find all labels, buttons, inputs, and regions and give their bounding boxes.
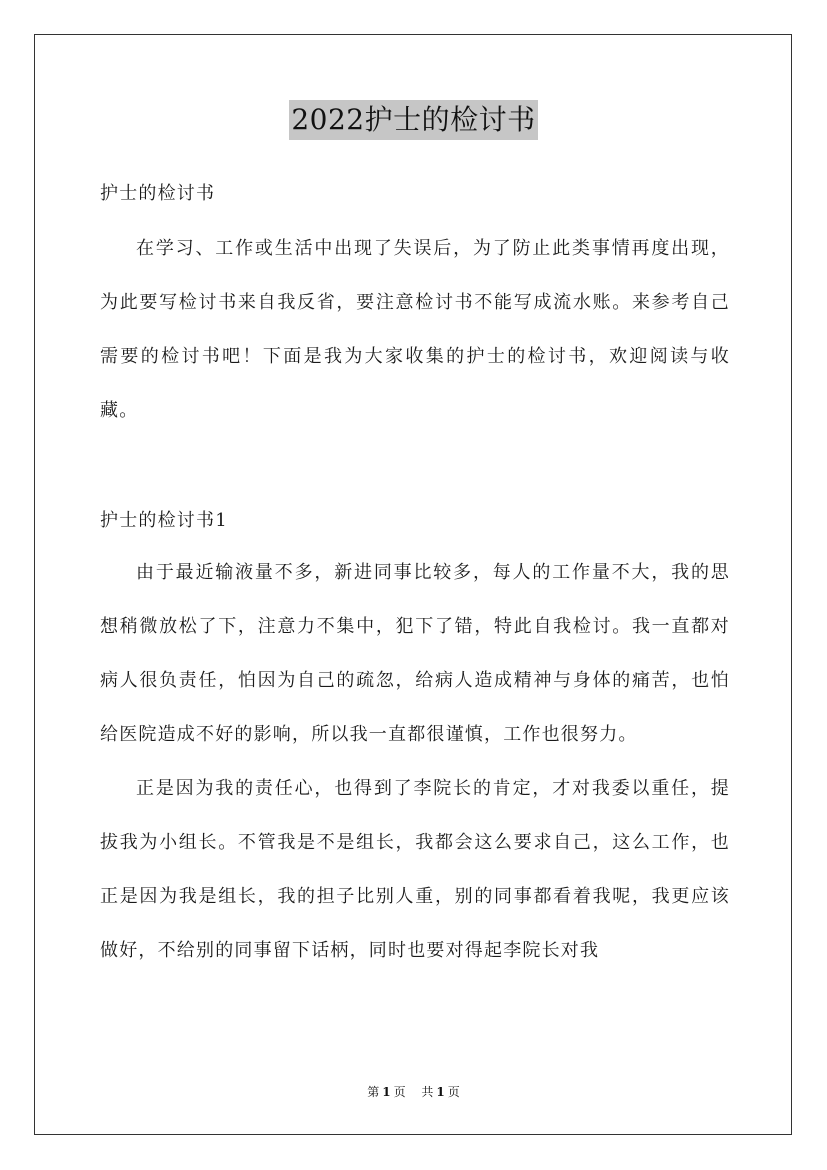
document-title: 2022护士的检讨书 (289, 100, 537, 140)
intro-heading: 护士的检讨书 (100, 183, 216, 204)
title-container (0, 100, 827, 140)
page-suffix: 页 (393, 1085, 406, 1099)
total-suffix: 页 (447, 1085, 460, 1099)
page-footer (0, 1083, 827, 1100)
total-number: 1 (436, 1085, 445, 1099)
page-prefix: 第 (367, 1085, 380, 1099)
total-prefix: 共 (421, 1085, 434, 1099)
page-number: 1 (382, 1085, 391, 1099)
intro-section (100, 222, 730, 438)
intro-paragraph: 在学习、工作或生活中出现了失误后，为了防止此类事情再度出现，为此要写检讨书来自我反省，要注意检讨书不能写成流水账。来参考自己需要的检讨书吧！下面是我为大家收集的护士的检讨书，欢迎阅读与收藏。 (100, 238, 730, 421)
section1-heading: 护士的检讨书1 (100, 510, 228, 531)
total-indicator (418, 1085, 462, 1099)
page-indicator (364, 1085, 408, 1099)
section1-body (100, 546, 730, 978)
section1-paragraph-1: 由于最近输液量不多，新进同事比较多，每人的工作量不大，我的思想稍微放松了下，注意力不集中，犯下了错，特此自我检讨。我一直都对病人很负责任，怕因为自己的疏忽，给病人造成精神与身体的痛苦，也怕给医院造成不好的影响，所以我一直都很谨慎，工作也很努力。 (100, 562, 730, 745)
section1-paragraph-2: 正是因为我的责任心，也得到了李院长的肯定，才对我委以重任，提拔我为小组长。不管我是不是组长，我都会这么要求自己，这么工作，也正是因为我是组长，我的担子比别人重，别的同事都看着我呢，我更应该做好，不给别的同事留下话柄，同时也要对得起李院长对我 (100, 778, 730, 961)
